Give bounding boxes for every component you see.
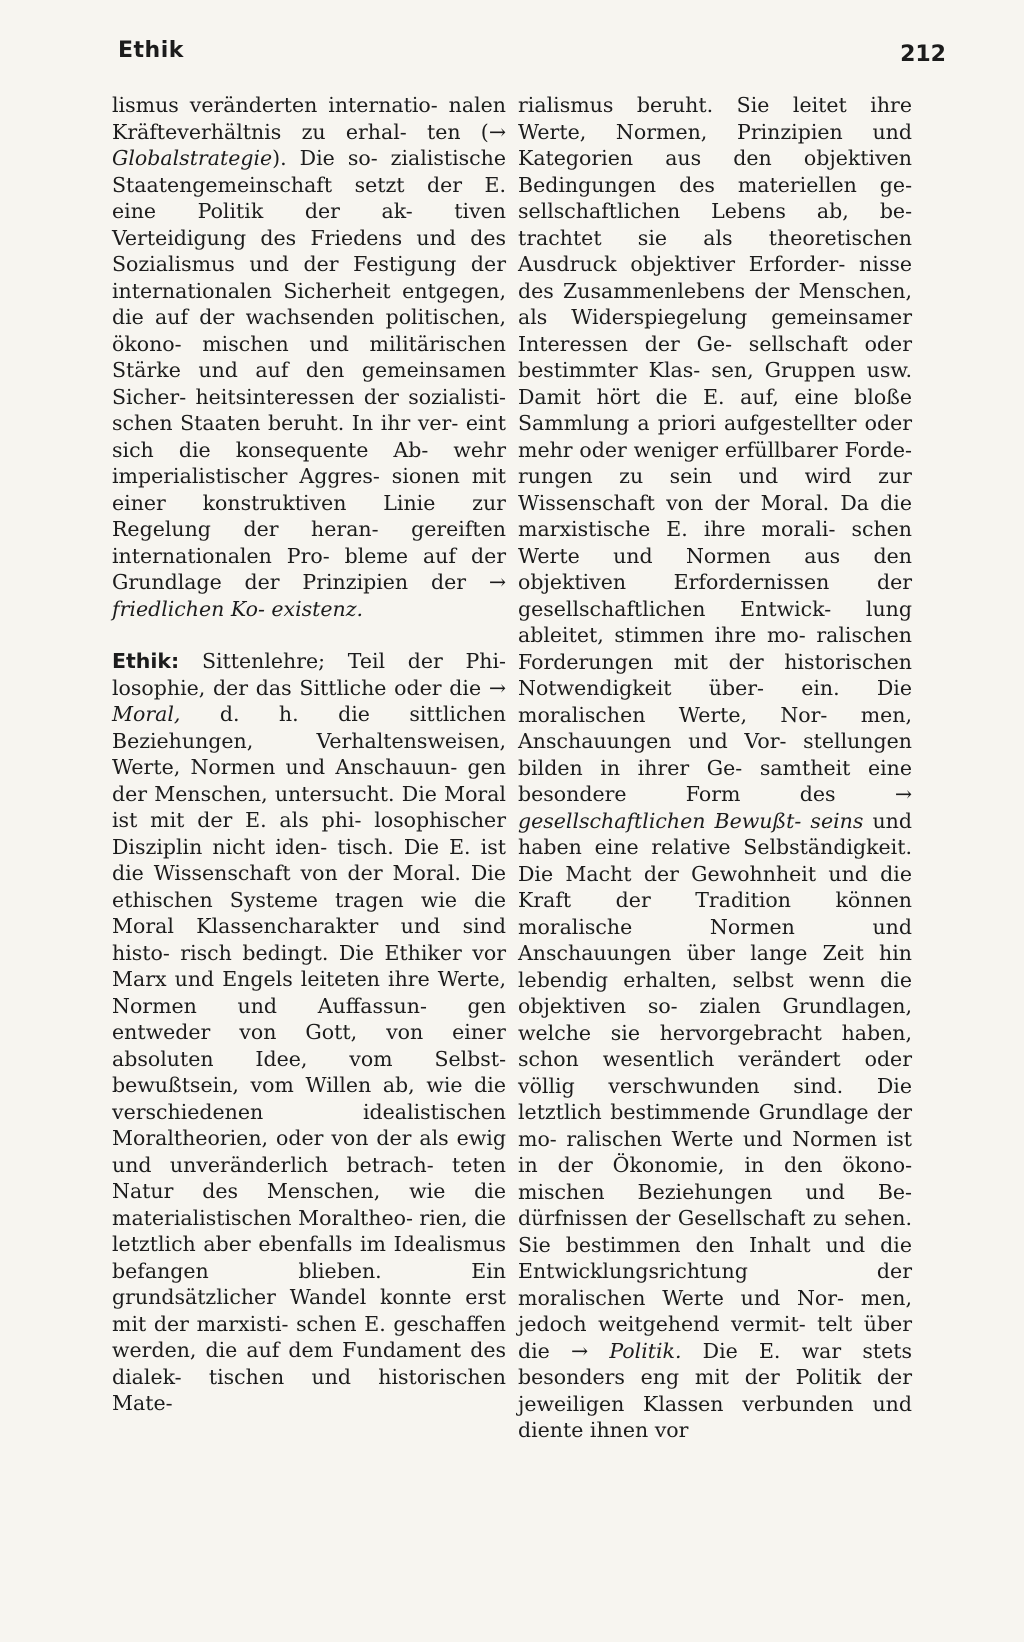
- cross-reference-arrow: →: [894, 782, 912, 806]
- right-column: [518, 92, 912, 1444]
- running-head: Ethik: [118, 38, 184, 63]
- cross-reference-globalstrategie: Globalstrategie: [112, 146, 273, 170]
- text-run: und haben eine relative Selbständigkeit. Die Macht der Gewohnheit und die Kraft der Tradition können moralische Normen und Anschauungen über lange Zeit hin lebendig erhalten, selbst wenn die objektiven so- zialen Grundlagen, welche sie hervorgebracht haben, schon wesentlich verändert oder völlig verschwunden sind. Die letztlich bestimmende Grundlage der mo- ralischen Werte und Normen ist in der Ökonomie, in den ökono- mischen Beziehungen und Be- dürfnissen der Gesellschaft zu sehen. Sie bestimmen den Inhalt und die Entwicklungsrichtung der moralischen Werte und Nor- men, jedoch weitgehend vermit- telt über die: [518, 808, 912, 1363]
- left-column: [112, 92, 506, 1417]
- text-run: Sittenlehre; Teil der Phi- losophie, der das Sittliche oder die: [112, 649, 506, 700]
- cross-reference-friedliche-koexistenz: friedlichen Ko- existenz.: [112, 596, 364, 621]
- text-run: ). Die so- zialistische Staatengemeinschaft setzt der E. eine Politik der ak- tiven Verteidigung des Friedens und des Sozialismus und der Festigung der internationalen Sicherheit entgegen, die auf der wachsenden politischen, ökono- mischen und militärischen Stärke und auf den gemeinsamen Sicher- heitsinteressen der sozialisti- schen Staaten beruht. In ihr ver- eint sich die konsequente Ab- wehr imperialistischer Aggres- sionen mit einer konstruktiven Linie zur Regelung der heran- gereiften internationalen Pro- bleme auf der Grundlage der Prinzipien der: [112, 146, 506, 594]
- continuation-paragraph: [112, 92, 506, 622]
- cross-reference-moral: Moral,: [112, 702, 181, 726]
- cross-reference-gesellschaftliches-bewusstsein: gesellschaftlichen Bewußt- seins: [518, 808, 864, 833]
- entry-lemma: Ethik:: [112, 649, 180, 673]
- page-number: 212: [900, 42, 946, 67]
- text-run: Die E. war stets besonders eng mit der Politik der jeweiligen Klassen verbunden und diente ihnen vor: [518, 1338, 913, 1442]
- cross-reference-arrow: →: [488, 675, 506, 700]
- text-run: lismus veränderten internatio- nalen Kräfteverhältnis zu erhal- ten (: [112, 93, 506, 144]
- dictionary-entry-ethik: [112, 648, 506, 1417]
- entry-continuation-paragraph: [518, 92, 912, 1444]
- cross-reference-politik: Politik.: [588, 1338, 682, 1363]
- cross-reference-arrow: →: [570, 1338, 589, 1363]
- text-run: rialismus beruht. Sie leitet ihre Werte, Normen, Prinzipien und Kategorien aus den objektiven Bedingungen des materiellen ge- sellschaftlichen Lebens ab, be- trachtet sie als theoretischen Ausdruck objektiver Erforder- nisse des Zusammenlebens der Menschen, als Widerspiegelung gemeinsamer Interessen der Ge- sellschaft oder bestimmter Klas- sen, Gruppen usw. Damit hört die E. auf, eine bloße Sammlung a priori aufgestellter oder mehr oder weniger erfüllbarer Forde- rungen zu sein und wird zur Wissenschaft von der Moral. Da die marxistische E. ihre morali- schen Werte und Normen aus den objektiven Erfordernissen der gesellschaftlichen Entwick- lung ableitet, stimmen ihre mo- ralischen Forderungen mit der historischen Notwendigkeit über- ein. Die moralischen Werte, Nor- men, Anschauungen und Vor- stellungen bilden in ihrer Ge- samtheit eine besondere Form des: [518, 93, 912, 806]
- cross-reference-arrow: →: [488, 119, 506, 144]
- text-run: d. h. die sittlichen Beziehungen, Verhaltensweisen, Werte, Normen und Anschauun- gen der Menschen, untersucht. Die Moral ist mit der E. als phi- losophischer Disziplin nicht iden- tisch. Die E. ist die Wissenschaft von der Moral. Die ethischen Systeme tragen wie die Moral Klassencharakter und sind histo- risch bedingt. Die Ethiker vor Marx und Engels leiteten ihre Werte, Normen und Auffassun- gen entweder von Gott, von einer absoluten Idee, vom Selbst- bewußtsein, vom Willen ab, wie die verschiedenen idealistischen Moraltheorien, oder von der als ewig und unveränderlich betrach- teten Natur des Menschen, wie die materialistischen Moraltheo- rien, die letztlich aber ebenfalls im Idealismus befangen blieben. Ein grundsätzlicher Wandel konnte erst mit der marxisti- schen E. geschaffen werden, die auf dem Fundament des dialek- tischen und historischen Mate-: [112, 702, 506, 1415]
- cross-reference-arrow: →: [488, 570, 506, 594]
